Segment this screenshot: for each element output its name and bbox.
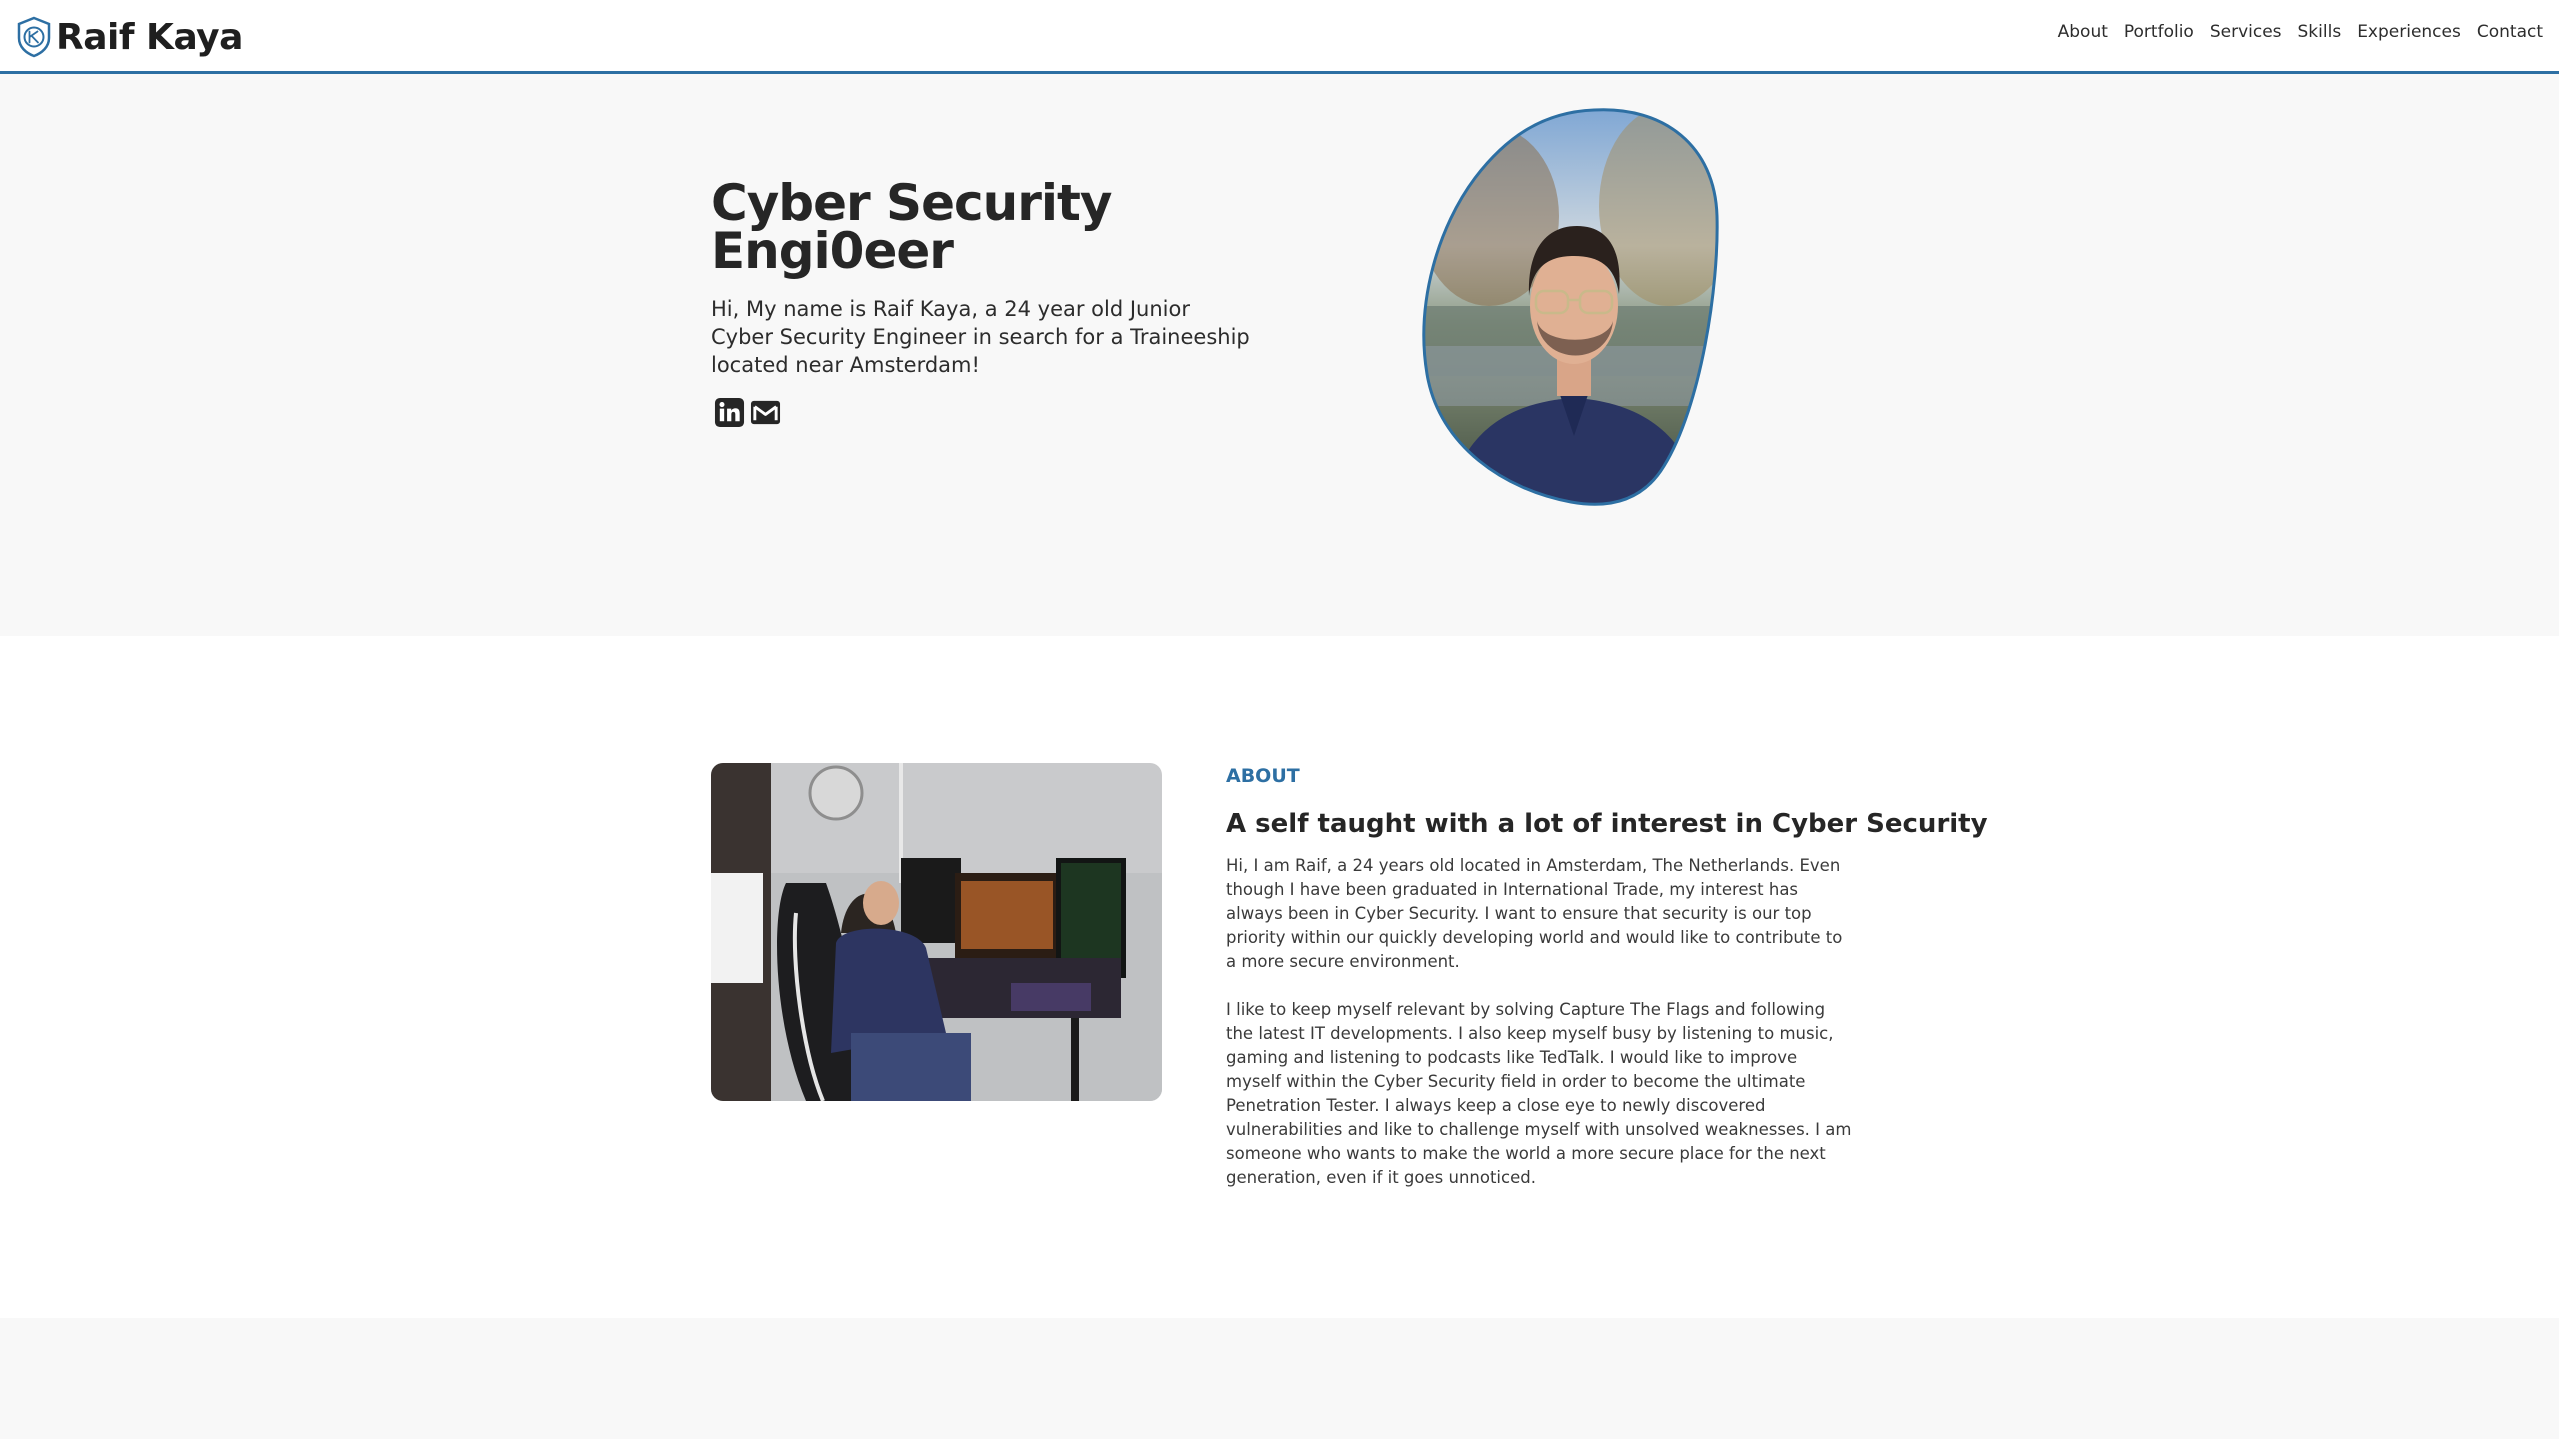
- about-paragraph-2: I like to keep myself relevant by solving Capture The Flags and following the latest IT developments. I also keep myself busy by listening to music, gaming and listening to podcasts like TedTalk. I would like to improve myself within the Cyber Security field in order to become the ultimate Penetration Tester. I always keep a close eye to newly discovered vulnerabilities and like to challenge myself with unsolved weaknesses. I am someone who wants to make the world a more secure place for the next generation, even if it goes unnoticed.: [1226, 1000, 1852, 1187]
- nav-link-portfolio[interactable]: Portfolio: [2123, 22, 2194, 42]
- nav-link-contact[interactable]: Contact: [2476, 22, 2543, 42]
- brand-name: Raif Kaya: [56, 16, 243, 58]
- shield-monogram-icon: [16, 16, 52, 58]
- nav-link-skills[interactable]: Skills: [2297, 22, 2342, 42]
- hero-title: Cyber Security Engi0eer: [711, 174, 1112, 280]
- about-section: [0, 636, 2559, 1318]
- about-paragraph-1: Hi, I am Raif, a 24 years old located in Amsterdam, The Netherlands. Even though I have been graduated in International Trade, my interest has always been in Cyber Security. I want to ensure that security is our top priority within our quickly developing world and would like to contribute to a more secure environment.: [1226, 856, 1843, 971]
- mail-icon: [750, 397, 781, 428]
- nav-link-experiences[interactable]: Experiences: [2357, 22, 2461, 42]
- workspace-image: [711, 763, 1162, 1101]
- hero-section: [0, 74, 2559, 636]
- linkedin-icon: [714, 397, 745, 428]
- about-workspace-photo: [711, 763, 1162, 1101]
- profile-portrait-image: [1419, 106, 1725, 506]
- nav-link-about[interactable]: About: [2057, 22, 2108, 42]
- about-heading: A self taught with a lot of interest in Cyber Security: [1226, 809, 1988, 839]
- linkedin-link[interactable]: [714, 397, 745, 428]
- site-header: [0, 0, 2559, 74]
- hero-intro-text: Hi, My name is Raif Kaya, a 24 year old Junior Cyber Security Engineer in search for a Traineeship located near Amsterdam!: [711, 297, 1250, 377]
- social-links: [714, 397, 781, 428]
- next-section: [0, 1318, 2559, 1439]
- main-nav: [2058, 22, 2543, 42]
- email-link[interactable]: [750, 397, 781, 428]
- brand-logo-link[interactable]: [16, 14, 243, 60]
- nav-link-services[interactable]: Services: [2209, 22, 2282, 42]
- about-section-label: ABOUT: [1226, 765, 1300, 787]
